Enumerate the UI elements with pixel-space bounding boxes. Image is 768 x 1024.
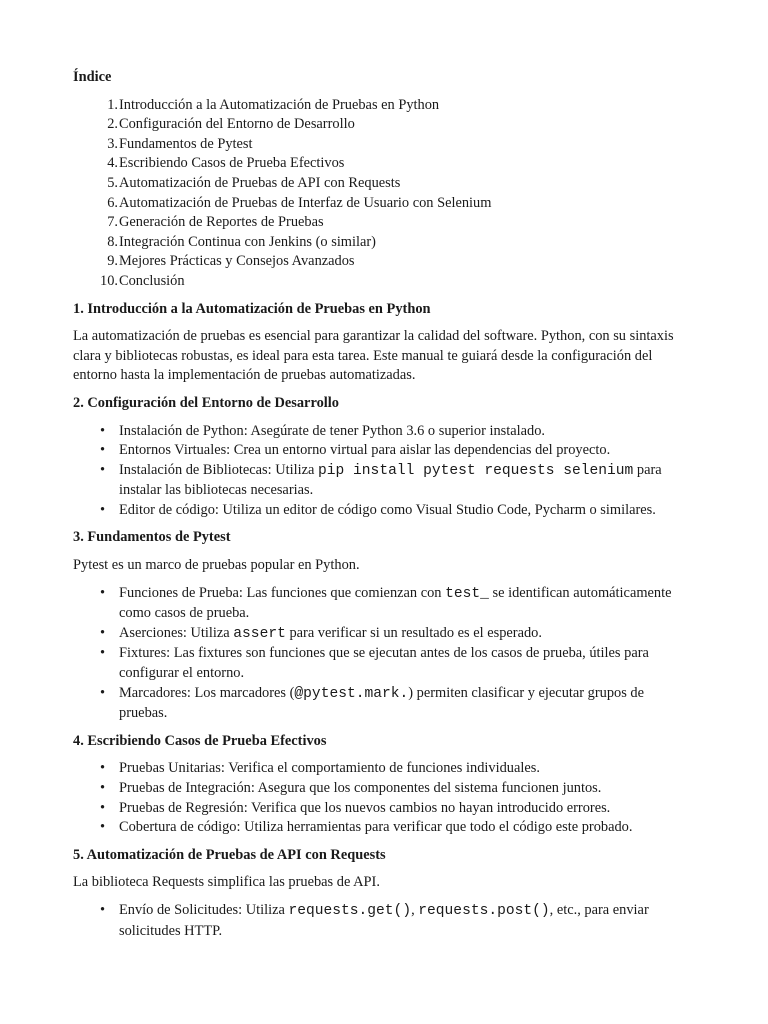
inline-code: requests.get() (288, 902, 412, 919)
inline-code: assert (233, 625, 286, 642)
list-item: • Editor de código: Utiliza un editor de código como Visual Studio Code, Pycharm o similares. (73, 501, 693, 521)
section-3-paragraph: Pytest es un marco de pruebas popular en Python. (73, 557, 360, 574)
list-item-text: , (411, 901, 419, 918)
toc-item[interactable] (73, 233, 693, 253)
list-item-text: Instalación de Bibliotecas: Utiliza (119, 461, 319, 478)
section-1-paragraph: La automatización de pruebas es esencial para garantizar la calidad del software. Python, con su sintaxis clara y bibliotecas robustas, es ideal para esta tarea. Este manual te guiará desde la configuración del entorno hasta la implementación de pruebas automatizadas. (73, 328, 674, 384)
section-5-paragraph: La biblioteca Requests simplifica las pruebas de API. (73, 874, 380, 891)
section-4-list (73, 759, 693, 837)
list-item: • Cobertura de código: Utiliza herramientas para verificar que todo el código este probado. (73, 818, 693, 838)
list-item: • Pruebas de Regresión: Verifica que los nuevos cambios no hayan introducido errores. (73, 799, 693, 819)
toc-item-number: 1. (107, 96, 118, 113)
toc-title: Índice (73, 69, 112, 85)
section-4-heading: 4. Escribiendo Casos de Prueba Efectivos (73, 732, 327, 749)
section-1-heading: 1. Introducción a la Automatización de Pruebas en Python (73, 300, 431, 317)
toc-item-label: Escribiendo Casos de Prueba Efectivos (119, 155, 345, 172)
toc-item-number: 4. (107, 155, 118, 172)
toc-item-number: 9. (107, 253, 118, 270)
list-item-text: Envío de Solicitudes: Utiliza (119, 901, 289, 918)
list-item (73, 901, 693, 941)
list-item: • Instalación de Python: Asegúrate de tener Python 3.6 o superior instalado. (73, 422, 693, 442)
toc-item[interactable] (73, 194, 693, 214)
toc-item-number: 3. (107, 135, 118, 152)
toc-item-label: Generación de Reportes de Pruebas (119, 214, 324, 231)
section-3-heading: 3. Fundamentos de Pytest (73, 529, 231, 546)
section-3-list (73, 584, 693, 724)
list-item-text: para verificar si un resultado es el esperado. (285, 624, 542, 641)
toc-item-label: Conclusión (119, 272, 185, 289)
section-5-heading: 5. Automatización de Pruebas de API con Requests (73, 846, 386, 863)
list-item (73, 584, 693, 624)
toc-item[interactable] (73, 115, 693, 135)
list-item: • Pruebas Unitarias: Verifica el comportamiento de funciones individuales. (73, 759, 693, 779)
list-item-text: Aserciones: Utiliza (119, 624, 234, 641)
section-2-list (73, 422, 693, 521)
inline-code: test_ (445, 585, 489, 602)
list-item: • Entornos Virtuales: Crea un entorno virtual para aislar las dependencias del proyecto. (73, 441, 693, 461)
list-item-text: , etc., para enviar solicitudes HTTP. (119, 901, 649, 939)
toc-item[interactable] (73, 135, 693, 155)
toc-item-number: 5. (107, 174, 118, 191)
toc-item-label: Mejores Prácticas y Consejos Avanzados (119, 253, 355, 270)
toc-item[interactable] (73, 154, 693, 174)
list-item (73, 684, 693, 724)
document-page (73, 66, 693, 941)
list-item-text: Funciones de Prueba: Las funciones que comienzan con (119, 584, 446, 601)
toc-item[interactable] (73, 272, 693, 292)
toc-item-number: 10. (100, 272, 118, 289)
toc-item-label: Configuración del Entorno de Desarrollo (119, 116, 355, 133)
inline-code: @pytest.mark. (294, 685, 409, 702)
list-item-text: ) permiten clasificar y ejecutar grupos de pruebas. (119, 684, 645, 722)
section-2-heading: 2. Configuración del Entorno de Desarrollo (73, 394, 339, 411)
section-5-list (73, 901, 693, 941)
list-item: • Fixtures: Las fixtures son funciones que se ejecutan antes de los casos de prueba, útiles para configurar el entorno. (73, 644, 693, 683)
toc-item-number: 8. (107, 233, 118, 250)
toc-item-label: Fundamentos de Pytest (119, 135, 253, 152)
list-item (73, 461, 693, 501)
toc-item-number: 7. (107, 214, 118, 231)
list-item: • Pruebas de Integración: Asegura que los componentes del sistema funcionen juntos. (73, 779, 693, 799)
toc-item[interactable] (73, 96, 693, 116)
toc-item[interactable] (73, 252, 693, 272)
toc-item-number: 6. (107, 194, 118, 211)
toc-item-number: 2. (107, 116, 118, 133)
list-item-text: para instalar las bibliotecas necesarias. (119, 461, 662, 499)
toc-item-label: Introducción a la Automatización de Pruebas en Python (119, 96, 440, 113)
list-item-text: se identifican automáticamente como casos de prueba. (119, 584, 672, 622)
inline-code: pip install pytest requests selenium (318, 462, 634, 479)
toc-item[interactable] (73, 174, 693, 194)
toc-item-label: Integración Continua con Jenkins (o similar) (119, 233, 376, 250)
list-item (73, 624, 693, 645)
inline-code: requests.post() (418, 902, 550, 919)
list-item-text: Marcadores: Los marcadores ( (119, 684, 295, 701)
toc-item-label: Automatización de Pruebas de Interfaz de Usuario con Selenium (119, 194, 492, 211)
toc-item[interactable] (73, 213, 693, 233)
toc-item-label: Automatización de Pruebas de API con Requests (119, 174, 401, 191)
toc-list (73, 96, 693, 292)
